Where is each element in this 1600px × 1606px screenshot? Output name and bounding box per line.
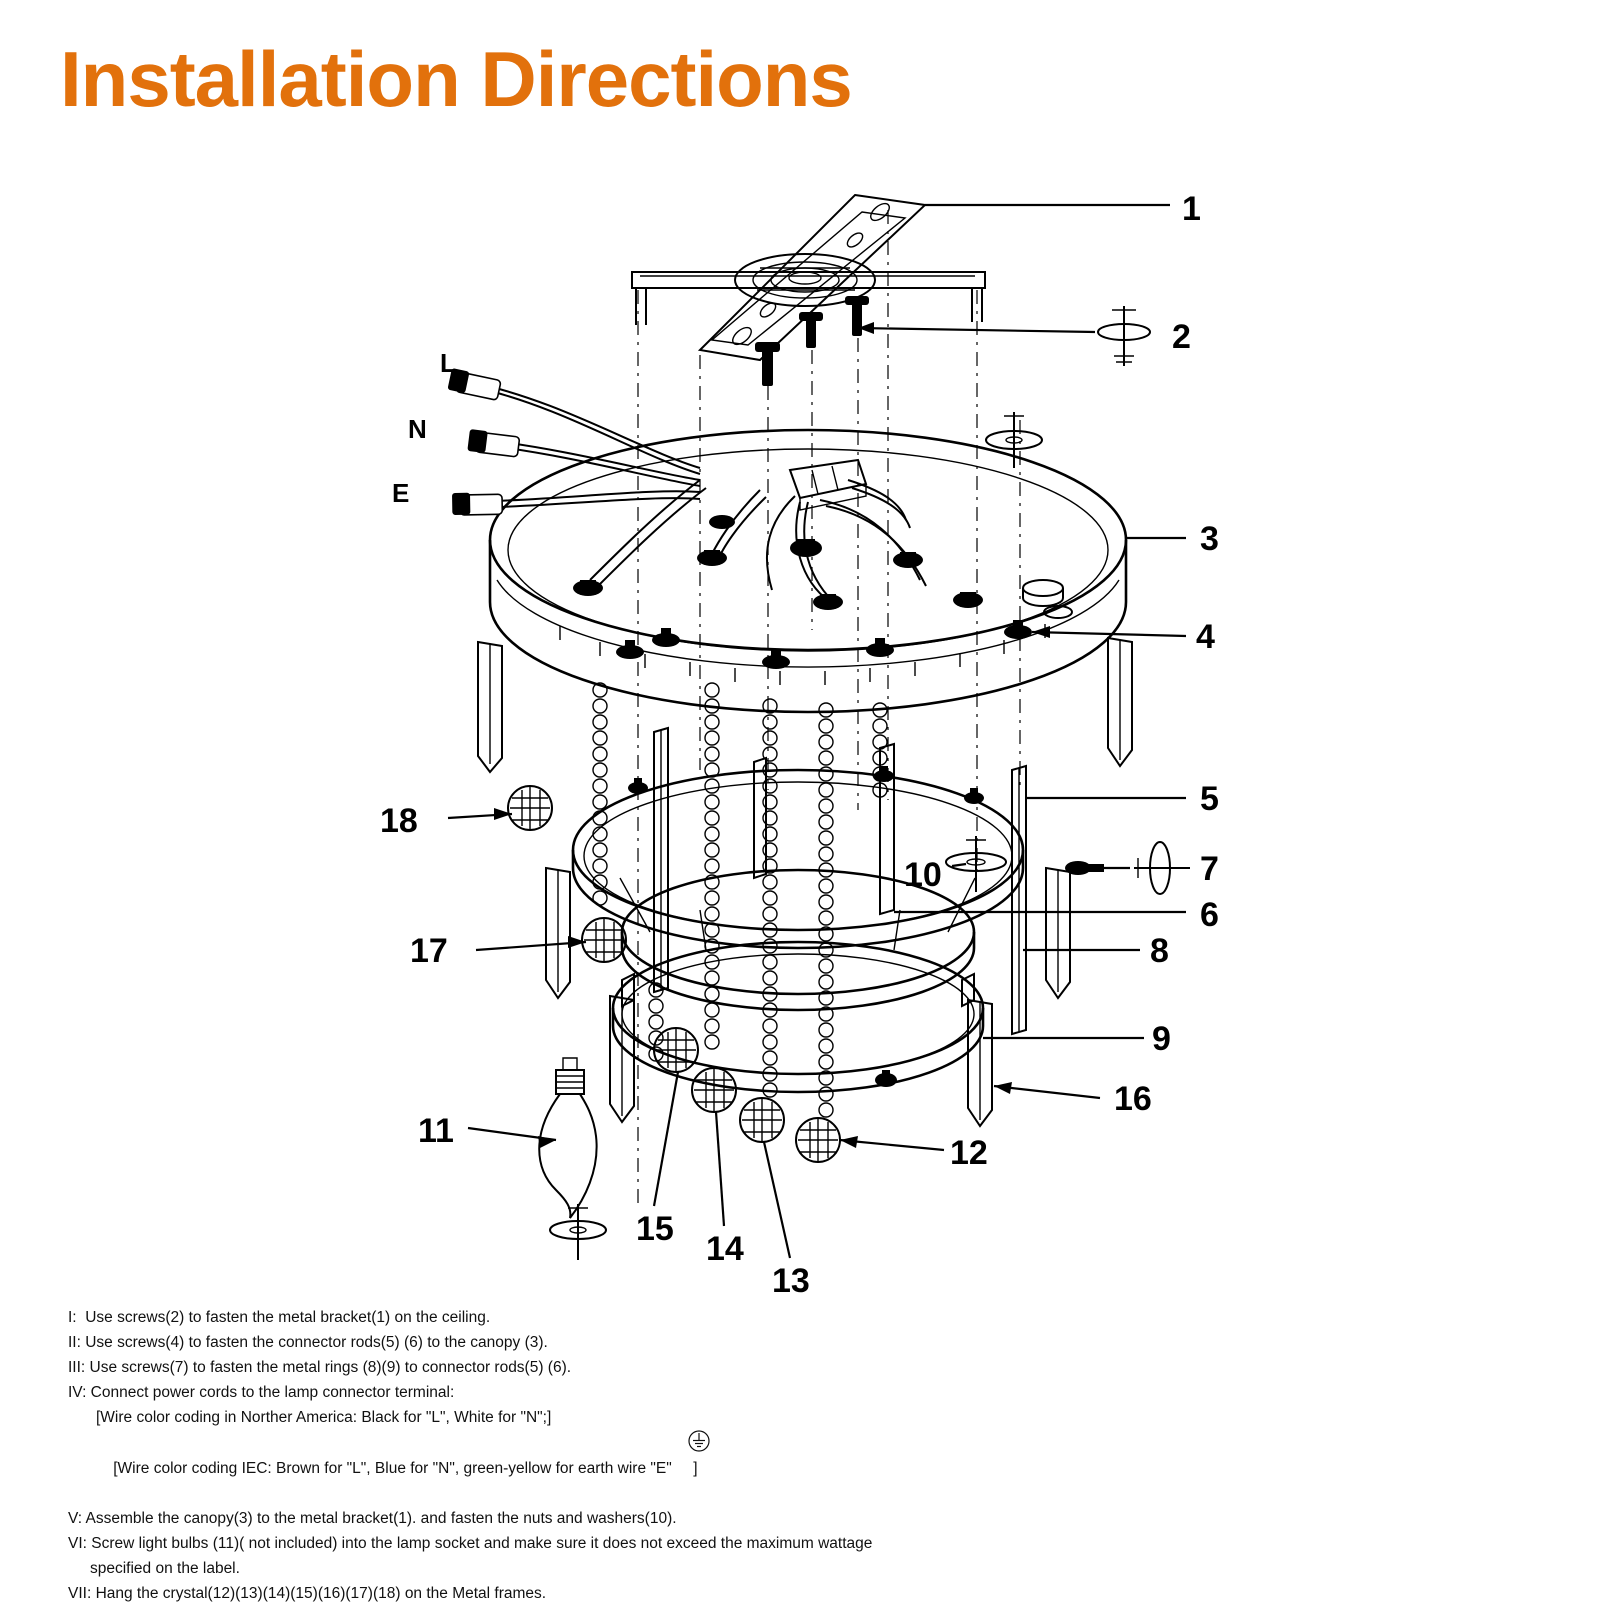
callout-17: 17 (410, 932, 448, 970)
crystal-ball (582, 918, 626, 962)
callout-8: 8 (1150, 932, 1169, 970)
instruction-line-1: I: Use screws(2) to fasten the metal bracket(1) on the ceiling. (68, 1309, 491, 1326)
part-hook-pin (875, 1070, 897, 1087)
leader-10 (952, 864, 966, 866)
instructions-list (68, 1305, 1168, 1606)
crystal-prism (968, 1000, 992, 1126)
leader-14 (716, 1112, 724, 1226)
callout-4: 4 (1196, 618, 1215, 656)
leader-15 (654, 1072, 678, 1206)
instruction-line-2: II: Use screws(4) to fasten the connector rods(5) (6) to the canopy (3). (68, 1334, 548, 1352)
part-connector-rods (654, 728, 1026, 1034)
part-screws-4 (616, 620, 1032, 669)
crystal-ball (508, 786, 552, 830)
callout-3: 3 (1200, 520, 1219, 558)
callout-7: 7 (1200, 850, 1219, 888)
callout-10: 10 (904, 856, 942, 894)
instruction-line-6-text: [Wire color coding IEC: Brown for "L", Blue for "N", green-yellow for earth wire "E" ] (113, 1459, 698, 1477)
crystal-prism (478, 642, 502, 772)
part-washer-10-top (986, 412, 1042, 468)
callout-13: 13 (772, 1262, 810, 1300)
crystal-prism (546, 868, 570, 998)
callout-12: 12 (950, 1134, 988, 1172)
callout-15: 15 (636, 1210, 674, 1248)
part-canopy (490, 430, 1126, 712)
instruction-line-3: III: Use screws(7) to fasten the metal rings (8)(9) to connector rods(5) (6). (68, 1359, 572, 1377)
crystal-ball (796, 1118, 840, 1162)
crystal-ball (692, 1068, 736, 1112)
callout-1: 1 (1182, 190, 1201, 228)
instruction-line-7: V: Assemble the canopy(3) to the metal bracket(1). and fasten the nuts and washers(10). (68, 1509, 677, 1527)
page-title: Installation Directions (60, 35, 852, 123)
crystal-prism (1108, 638, 1132, 766)
part-screw-2 (1098, 306, 1150, 366)
assembly-diagram (0, 150, 1600, 1310)
callout-5: 5 (1200, 780, 1219, 818)
callout-14: 14 (706, 1230, 744, 1268)
leader-4 (1032, 632, 1186, 636)
part-mounting-bracket (632, 195, 985, 386)
crystal-prism (1046, 868, 1070, 998)
callout-18: 18 (380, 802, 418, 840)
wire-label-N: N (408, 414, 427, 444)
wire-label-L: L (440, 348, 456, 378)
crystal-ball (654, 1028, 698, 1072)
part-crystal-bead-chains (478, 638, 1132, 1162)
instruction-line-9: specified on the label. (90, 1560, 240, 1578)
instruction-line-5: [Wire color coding in Norther America: Black for "L", White for "N";] (96, 1409, 552, 1427)
instruction-line-6 (68, 1431, 1168, 1506)
leader-13 (764, 1142, 790, 1258)
callout-2: 2 (1172, 318, 1191, 356)
wire-label-E: E (392, 478, 410, 508)
instruction-line-10: VII: Hang the crystal(12)(13)(14)(15)(16)(17)(18) on the Metal frames. (68, 1585, 547, 1603)
earth-ground-icon (688, 1430, 710, 1452)
part-washer-bottom (550, 1204, 606, 1260)
instruction-line-8: VI: Screw light bulbs (11)( not included) into the lamp socket and make sure it does not exceed the maximum wattage (68, 1534, 873, 1552)
callout-16: 16 (1114, 1080, 1152, 1118)
callout-9: 9 (1152, 1020, 1171, 1058)
callout-6: 6 (1200, 896, 1219, 934)
instruction-line-4: IV: Connect power cords to the lamp connector terminal: (68, 1384, 455, 1402)
crystal-ball (740, 1098, 784, 1142)
callout-11: 11 (418, 1112, 454, 1150)
